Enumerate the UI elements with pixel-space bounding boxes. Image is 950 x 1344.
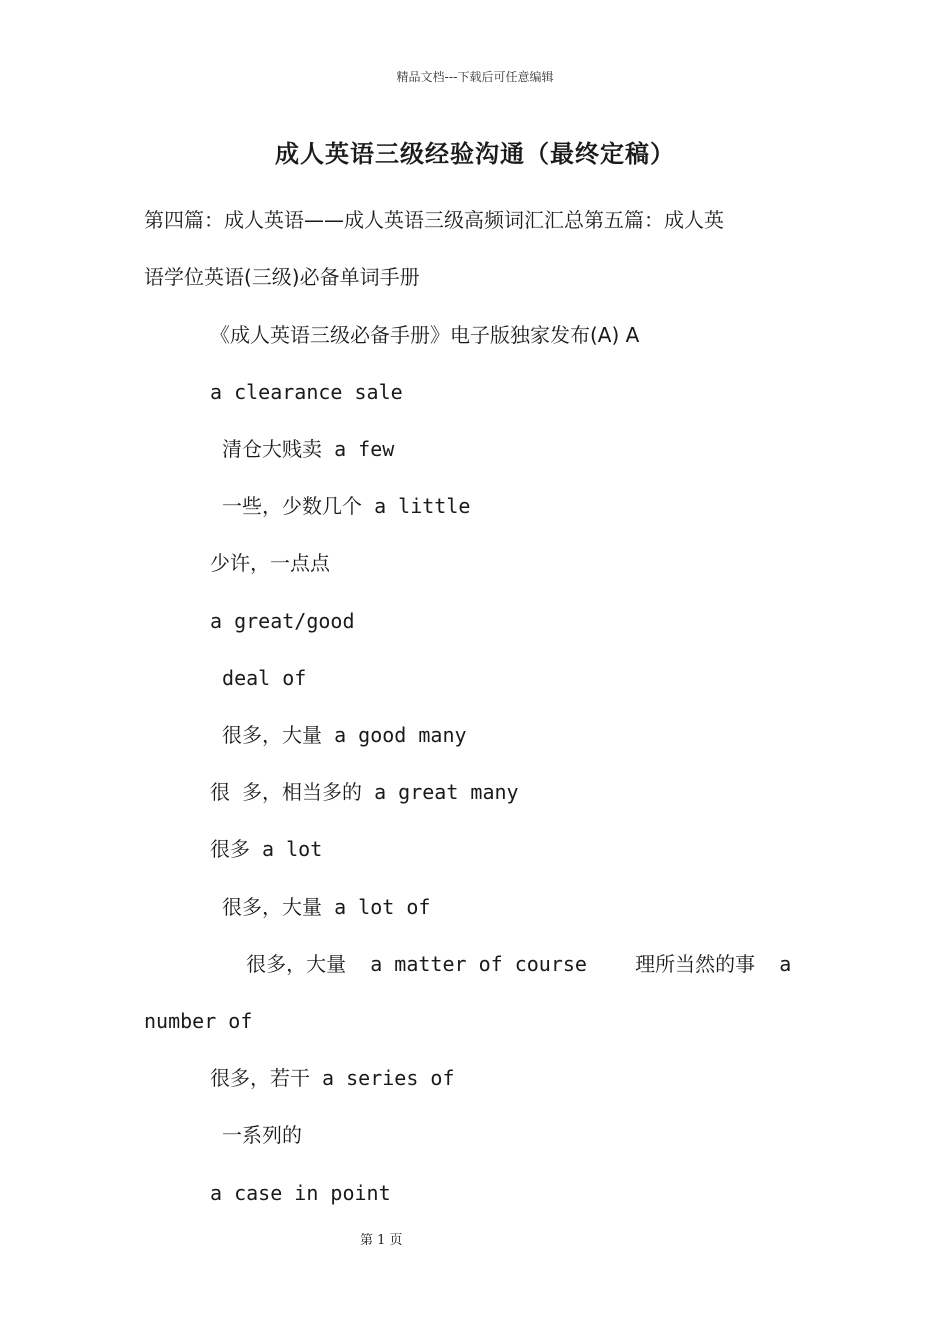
- body-line: 一些，少数几个 a little: [210, 494, 471, 518]
- document-title: 成人英语三级经验沟通（最终定稿）: [275, 140, 675, 168]
- body-line: 很 多，相当多的 a great many: [210, 780, 519, 804]
- intro-line-1: 第四篇：成人英语——成人英语三级高频词汇汇总第五篇：成人英: [144, 208, 724, 232]
- body-line: number of: [144, 1009, 253, 1033]
- page-header: 精品文档---下载后可任意编辑: [396, 70, 554, 84]
- intro-line-2: 语学位英语(三级)必备单词手册: [144, 265, 420, 289]
- body-line: 清仓大贱卖 a few: [210, 437, 395, 461]
- body-line: a clearance sale: [210, 380, 403, 404]
- body-line: 《成人英语三级必备手册》电子版独家发布(A) A: [210, 323, 640, 347]
- body-line: 很多，大量 a good many: [210, 723, 467, 747]
- body-line: 很多，大量 a lot of: [210, 895, 431, 919]
- body-line: 很多 a lot: [210, 837, 323, 861]
- body-line: 一系列的: [210, 1123, 303, 1147]
- page-number: 第 1 页: [360, 1233, 403, 1248]
- body-line: 很多，若干 a series of: [210, 1066, 455, 1090]
- body-line: deal of: [210, 666, 307, 690]
- body-line: a case in point: [210, 1181, 391, 1205]
- body-line: 少许，一点点: [210, 551, 330, 575]
- body-line: 很多，大量 a matter of course 理所当然的事 a: [210, 952, 792, 976]
- body-line: a great/good: [210, 609, 355, 633]
